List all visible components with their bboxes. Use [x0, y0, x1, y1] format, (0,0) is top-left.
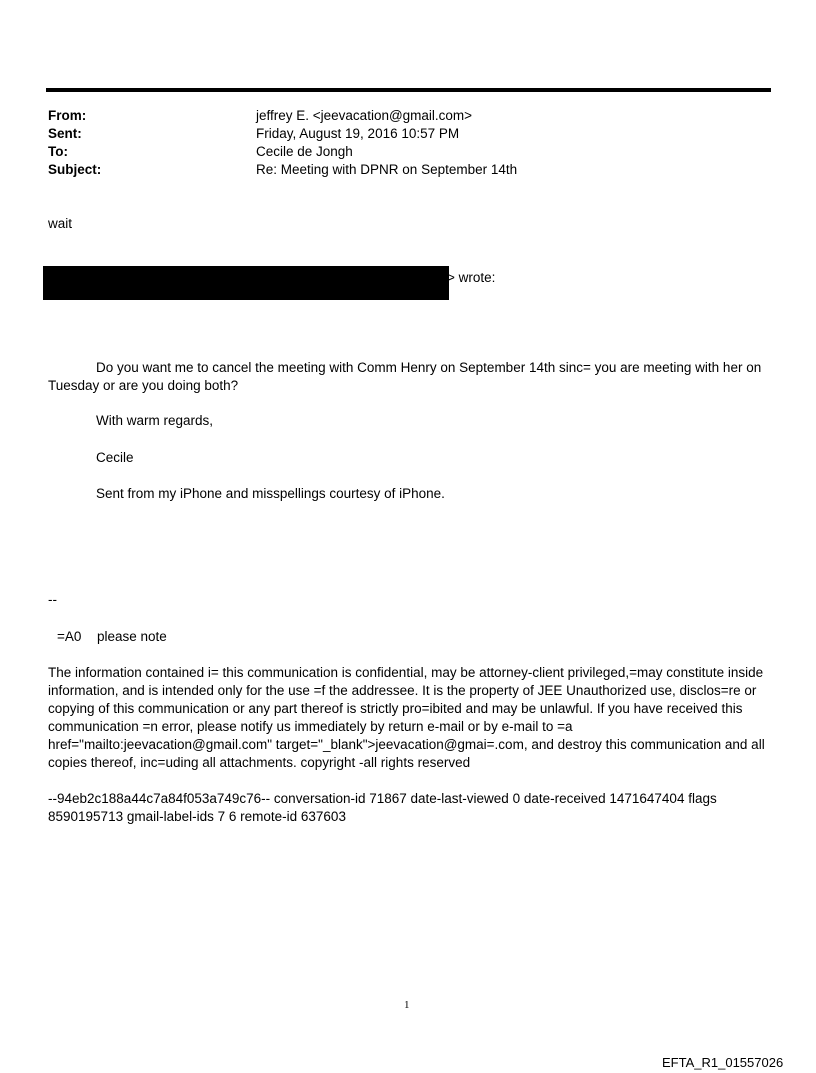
note-prefix: =A0: [57, 629, 82, 644]
subject-label: Subject:: [48, 162, 102, 177]
sent-label: Sent:: [48, 126, 82, 141]
sent-value: Friday, August 19, 2016 10:57 PM: [256, 126, 460, 141]
redaction-block: [43, 266, 449, 300]
quoted-message: Do you want me to cancel the meeting with Comm Henry on September 14th sinc= you are meeting with her on Tuesday or are you doing both?: [48, 360, 762, 393]
quote-attribution: > wrote:: [447, 270, 496, 285]
header-divider: [46, 88, 771, 92]
sent-from-line: Sent from my iPhone and misspellings courtesy of iPhone.: [96, 486, 445, 501]
page-number: 1: [404, 999, 410, 1011]
to-value: Cecile de Jongh: [256, 144, 353, 159]
from-value: jeffrey E. <jeevacation@gmail.com>: [256, 108, 473, 123]
message-metadata: --94eb2c188a44c7a84f053a749c76-- conversation-id 71867 date-last-viewed 0 date-received 1471647404 flags 8590195713 gmail-label-ids 7 6 remote-id 637603: [48, 791, 717, 824]
signature-name: Cecile: [96, 450, 134, 465]
to-label: To:: [48, 144, 68, 159]
from-label: From:: [48, 108, 87, 123]
closing: With warm regards,: [96, 413, 214, 428]
signature-separator: --: [48, 592, 57, 607]
reply-text: wait: [48, 216, 73, 231]
bates-number: EFTA_R1_01557026: [662, 1055, 784, 1070]
note-text: please note: [97, 629, 167, 644]
subject-value: Re: Meeting with DPNR on September 14th: [256, 162, 518, 177]
disclaimer: The information contained i= this communication is confidential, may be attorney-client privileged,=may constitute inside information, and is intended only for the use =f the addressee. It is the property of JEE Unauthorized use, disclos=re or copying of this communication or any part thereof is strictly pro=ibited and may be unlawful. If you have received this communication =n error, please notify us immediately by return e-mail or by e-mail to =a href="mailto:jeevacation@gmail.com" target="_blank">jeevacation@gmai=.com, and destroy this communication and all copies thereof, inc=uding all attachments. copyright -all rights reserved: [48, 665, 765, 770]
